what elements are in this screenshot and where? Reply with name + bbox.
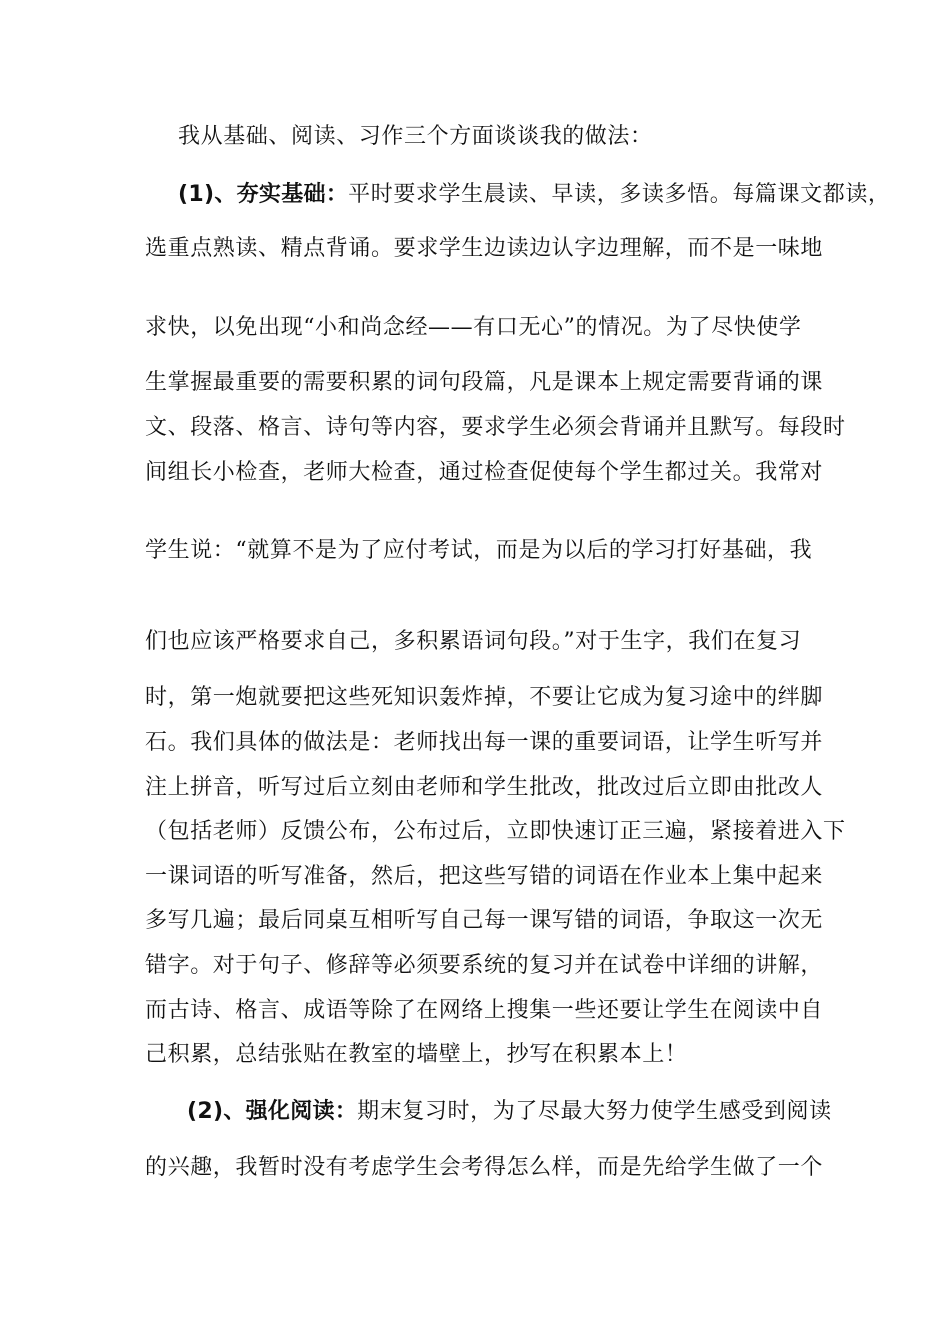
section1-line: 错字。对于句子、修辞等必须要系统的复习并在试卷中详细的讲解， xyxy=(145,953,824,978)
section1-line: 时，第一炮就要把这些死知识轰炸掉，不要让它成为复习途中的绊脚 xyxy=(145,685,824,710)
section1-line: 一课词语的听写准备，然后，把这些写错的词语在作业本上集中起来 xyxy=(145,864,824,889)
section1-line: 平时要求学生晨读、早读，多读多悟。每篇课文都读， xyxy=(348,182,891,207)
section1-line: 而古诗、格言、成语等除了在网络上搜集一些还要让学生在阅读中自 xyxy=(145,998,824,1023)
section1-line: 学生说：“就算不是为了应付考试，而是为以后的学习打好基础，我 xyxy=(145,538,813,563)
section1-line: 己积累，总结张贴在教室的墙壁上，抄写在积累本上！ xyxy=(145,1042,688,1067)
section1-line: 多写几遍；最后同桌互相听写自己每一课写错的词语，争取这一次无 xyxy=(145,908,824,933)
section1-line: 生掌握最重要的需要积累的词句段篇，凡是课本上规定需要背诵的课 xyxy=(145,370,824,395)
section1-line: （包括老师）反馈公布，公布过后，立即快速订正三遍，紧接着进入下 xyxy=(145,819,846,844)
intro-paragraph: 我从基础、阅读、习作三个方面谈谈我的做法： xyxy=(178,124,653,149)
section1-line: 文、段落、格言、诗句等内容，要求学生必须会背诵并且默写。每段时 xyxy=(145,415,846,440)
section1-line: 石。我们具体的做法是：老师找出每一课的重要词语，让学生听写并 xyxy=(145,730,824,755)
section2-line: 期末复习时，为了尽最大努力使学生感受到阅读 xyxy=(357,1099,832,1124)
section2-first-line xyxy=(187,1097,867,1127)
section1-line: 们也应该严格要求自己，多积累语词句段。”对于生字，我们在复习 xyxy=(145,629,802,654)
section1-line: 间组长小检查，老师大检查，通过检查促使每个学生都过关。我常对 xyxy=(145,460,824,485)
section1-first-line xyxy=(178,180,891,210)
section2-heading: (2)、强化阅读： xyxy=(187,1099,358,1124)
section1-line: 注上拼音，听写过后立刻由老师和学生批改，批改过后立即由批改人 xyxy=(145,775,824,800)
section1-heading: (1)、夯实基础： xyxy=(178,182,349,207)
section1-line: 求快，以免出现“小和尚念经——有口无心”的情况。为了尽快使学 xyxy=(145,315,802,340)
section1-line: 选重点熟读、精点背诵。要求学生边读边认字边理解，而不是一味地 xyxy=(145,236,824,261)
section2-line: 的兴趣，我暂时没有考虑学生会考得怎么样，而是先给学生做了一个 xyxy=(145,1155,824,1180)
